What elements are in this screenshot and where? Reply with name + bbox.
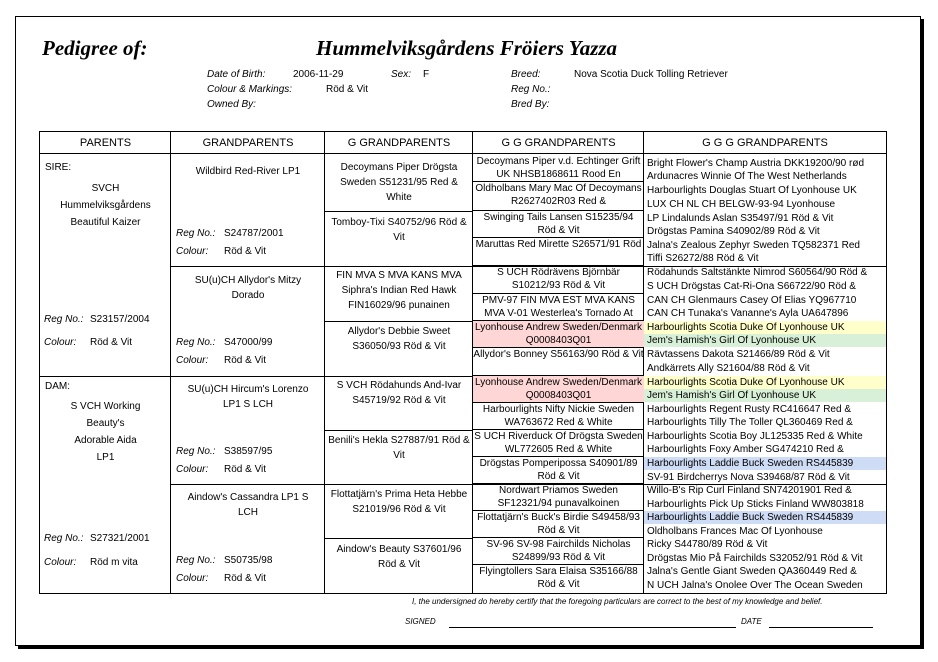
dam-colour-value: Röd m vita — [90, 557, 138, 568]
reg-label: Reg No.: — [176, 228, 216, 239]
ggg-grandparent: Jem's Hamish's Girl Of Lyonhouse UK — [644, 334, 886, 347]
dam-reg-label: Reg No.: — [44, 533, 84, 544]
ggg-grandparent: N UCH Jalna's Onolee Over The Ocean Sweden — [647, 580, 863, 591]
gg-grandparent: S UCH Rödrävens Björnbär S10212/93 Röd & Vit — [473, 266, 644, 294]
col-header-parents: PARENTS — [40, 132, 171, 154]
colour-label: Colour: — [176, 573, 209, 584]
ggg-grandparent: Jalna's Gentle Giant Sweden QA360449 Red & — [647, 566, 857, 577]
sire-name: SVCH Hummelviksgårdens Beautiful Kaizer — [60, 183, 151, 228]
gg-grandparent: Drögstas Pomperipossa S40901/89 Röd & Vit — [473, 457, 644, 484]
gg-grandparent: Harbourlights Nifty Nickie Sweden WA763672 Red & White — [473, 403, 644, 430]
gg-grandparent: Swinging Tails Lansen S15235/94 Röd & Vit — [473, 211, 644, 238]
ggg-grandparent: Harbourlights Laddie Buck Sweden RS445839 — [644, 457, 886, 470]
great-grandparent: Tomboy-Tixi S40752/96 Röd & Vit — [331, 217, 467, 243]
great-grandparent: S VCH Rödahunds And-Ivar S45719/92 Röd & Vit — [336, 380, 462, 406]
dam-reg-value: S27321/2001 — [90, 533, 150, 544]
ggg-grandparent: CAN CH Glenmaurs Casey Of Elias YQ967710 — [647, 295, 857, 306]
ggg-grandparent: Andkärrets Ally S21604/88 Röd & Vit — [647, 363, 810, 374]
colour-markings-label: Colour & Markings: — [207, 84, 293, 95]
reg-label: Reg No.: — [176, 446, 216, 457]
ggg-grandparent: Harbourlights Douglas Stuart Of Lyonhouse UK — [647, 185, 857, 196]
ggg-grandparent: Drögstas Mio På Fairchilds S32052/91 Röd & Vit — [647, 553, 863, 564]
colour-markings-value: Röd & Vit — [326, 84, 369, 95]
ggg-grandparent: Harbourlights Foxy Amber SG474210 Red & — [647, 444, 844, 455]
colour-label: Colour: — [176, 464, 209, 475]
row-divider — [325, 430, 473, 431]
gg-grandparent: Lyonhouse Andrew Sweden/Denmark Q0008403Q01 — [473, 321, 644, 348]
ggg-grandparent: Ardunacres Winnie Of The West Netherlands — [647, 171, 847, 182]
sire-colour-value: Röd & Vit — [90, 337, 133, 348]
date-line — [769, 627, 873, 628]
gg-grandparent: SV-96 SV-98 Fairchilds Nicholas S24899/93 Röd & Vit — [473, 538, 644, 565]
owned-by-label: Owned By: — [207, 99, 256, 110]
ggg-grandparent: Harbourlights Laddie Buck Sweden RS445839 — [644, 511, 886, 524]
ggg-grandparent: Harbourlights Scotia Duke Of Lyonhouse UK — [644, 376, 886, 389]
breed-label: Breed: — [511, 69, 541, 80]
gg-grandparent: Maruttas Red Mirette S26571/91 Röd — [473, 238, 644, 266]
great-grandparent: Benili's Hekla S27887/91 Röd & Vit — [328, 435, 470, 461]
gg-grandparent: Decoymans Piper v.d. Echtinger Grift UK NHSB1868611 Rood En — [473, 155, 644, 182]
ggg-grandparent: CAN CH Tunaka's Vananne's Ayla UA647896 — [647, 308, 849, 319]
ggg-grandparent: Jem's Hamish's Girl Of Lyonhouse UK — [644, 389, 886, 402]
gg-grandparent: Nordwart Priamos Sweden SF12321/94 punavalkoinen — [473, 484, 644, 511]
sire-colour-label: Colour: — [44, 337, 77, 348]
great-grandparent: Aindow's Beauty S37601/96 Röd & Vit — [336, 544, 462, 570]
reg-label: Reg No.: — [176, 337, 216, 348]
reg-no-label: Reg No.: — [511, 84, 551, 95]
grandparent-reg: S50735/98 — [224, 555, 273, 566]
reg-label: Reg No.: — [176, 555, 216, 566]
sire-reg-value: S23157/2004 — [90, 314, 150, 325]
ggg-grandparent: Drögstas Pamina S40902/89 Röd & Vit — [647, 226, 820, 237]
pedigree-table — [39, 131, 887, 594]
ggg-grandparent: Jalna's Zealous Zephyr Sweden TQ582371 Red — [647, 240, 860, 251]
dam-colour-label: Colour: — [44, 557, 77, 568]
ggg-grandparent: Harbourlights Pick Up Sticks Finland WW803818 — [647, 499, 864, 510]
ggg-grandparent: Bright Flower's Champ Austria DKK19200/90 rød — [647, 158, 865, 169]
date-label: DATE — [741, 617, 762, 626]
gg-grandparent: S UCH Riverduck Of Drögsta Sweden WL772605 Red & White — [474, 431, 643, 455]
grandparent-name: SU(u)CH Allydor's Mitzy Dorado — [194, 275, 302, 301]
row-divider — [325, 538, 473, 539]
ggg-grandparent: LP Lindalunds Aslan S35497/91 Röd & Vit — [647, 213, 834, 224]
ggg-grandparent: Rävtassens Dakota S21466/89 Röd & Vit — [647, 349, 830, 360]
sex-label: Sex: — [391, 69, 412, 80]
ggg-grandparent: Harbourlights Scotia Boy JL125335 Red & White — [647, 431, 863, 442]
grandparent-colour: Röd & Vit — [224, 573, 267, 584]
ggg-grandparent: SV-91 Birdcherrys Nova S39468/87 Röd & Vit — [647, 472, 850, 483]
ggg-grandparent: LUX CH NL CH BELGW-93-94 Lyonhouse — [647, 199, 836, 210]
ggg-grandparent: Ricky S44780/89 Röd & Vit — [647, 539, 768, 550]
ggg-grandparent: Willo-B's Rip Curl Finland SN74201901 Red & — [647, 485, 852, 496]
great-grandparent: Decoymans Piper Drögsta Sweden S51231/95 Red & White — [340, 162, 458, 203]
bred-by-label: Bred By: — [511, 99, 550, 110]
col-header-ggg-grandparents: G G G GRANDPARENTS — [644, 132, 886, 154]
dam-title: DAM: — [45, 381, 70, 392]
dam-name: S VCH Working Beauty's Adorable Aida LP1 — [70, 401, 141, 463]
grandparent-name: Wildbird Red-River LP1 — [195, 166, 301, 177]
sire-title: SIRE: — [45, 162, 72, 173]
signed-label: SIGNED — [405, 617, 436, 626]
col-header-gg-grandparents: G G GRANDPARENTS — [473, 132, 644, 154]
ggg-grandparent: S UCH Drögstas Cat-Ri-Ona S66722/90 Röd & — [647, 281, 856, 292]
grandparent-colour: Röd & Vit — [224, 246, 267, 257]
row-divider — [325, 211, 473, 212]
signature-line — [449, 627, 736, 628]
dob-label: Date of Birth: — [207, 69, 266, 80]
col-header-grandparents: GRANDPARENTS — [171, 132, 325, 154]
grandparent-reg: S47000/99 — [224, 337, 273, 348]
grandparent-name: Aindow's Cassandra LP1 S LCH — [187, 492, 309, 518]
row-divider — [325, 321, 473, 322]
ggg-grandparent: Rödahunds Saltstänkte Nimrod S60564/90 Röd & — [647, 267, 868, 278]
gg-grandparent: Allydor's Bonney S56163/90 Röd & Vit — [473, 348, 644, 376]
gg-grandparent: Flyingtollers Sara Elaisa S35166/88 Röd & Vit — [479, 566, 638, 590]
great-grandparent: FIN MVA S MVA KANS MVA Siphra's Indian Red Hawk FIN16029/96 punainen — [336, 270, 462, 311]
grandparent-colour: Röd & Vit — [224, 464, 267, 475]
dog-name: Hummelviksgårdens Fröiers Yazza — [316, 36, 618, 60]
grandparent-name: SU(u)CH Hircum's Lorenzo LP1 S LCH — [187, 384, 309, 410]
sire-reg-label: Reg No.: — [44, 314, 84, 325]
pedigree-of-label: Pedigree of: — [42, 36, 148, 60]
ggg-grandparent: Harbourlights Tilly The Toller QL360469 Red & — [647, 417, 853, 428]
dob-value: 2006-11-29 — [293, 69, 344, 80]
great-grandparent: Flottatjärn's Prima Heta Hebbe S21019/96 Röd & Vit — [330, 489, 468, 515]
gg-grandparent: Oldholbans Mary Mac Of Decoymans R2627402R03 Red & — [473, 182, 644, 211]
grandparent-reg: S24787/2001 — [224, 228, 284, 239]
ggg-grandparent: Harbourlights Scotia Duke Of Lyonhouse UK — [644, 321, 886, 334]
certification-statement: I, the undersigned do hereby certify that the foregoing particulars are correct to the best of my knowledge and belief. — [412, 597, 823, 606]
great-grandparent: Allydor's Debbie Sweet S36050/93 Röd & Vit — [347, 326, 451, 352]
grandparent-colour: Röd & Vit — [224, 355, 267, 366]
breed-value: Nova Scotia Duck Tolling Retriever — [574, 69, 728, 80]
gg-grandparent: Flottatjärn's Buck's Birdie S49458/93 Röd & Vit — [473, 511, 644, 538]
col-header-g-grandparents: G GRANDPARENTS — [325, 132, 473, 154]
sex-value: F — [423, 69, 430, 80]
ggg-grandparent: Tiffi S26272/88 Röd & Vit — [647, 253, 759, 264]
gg-grandparent: Lyonhouse Andrew Sweden/Denmark Q0008403Q01 — [473, 376, 644, 403]
ggg-grandparent: Harbourlights Regent Rusty RC416647 Red & — [647, 404, 851, 415]
colour-label: Colour: — [176, 355, 209, 366]
colour-label: Colour: — [176, 246, 209, 257]
ggg-grandparent: Oldholbans Frances Mac Of Lyonhouse — [647, 526, 823, 537]
grandparent-reg: S38597/95 — [224, 446, 273, 457]
gg-grandparent: PMV-97 FIN MVA EST MVA KANS MVA V-01 Westerlea's Tornado At — [473, 294, 644, 321]
